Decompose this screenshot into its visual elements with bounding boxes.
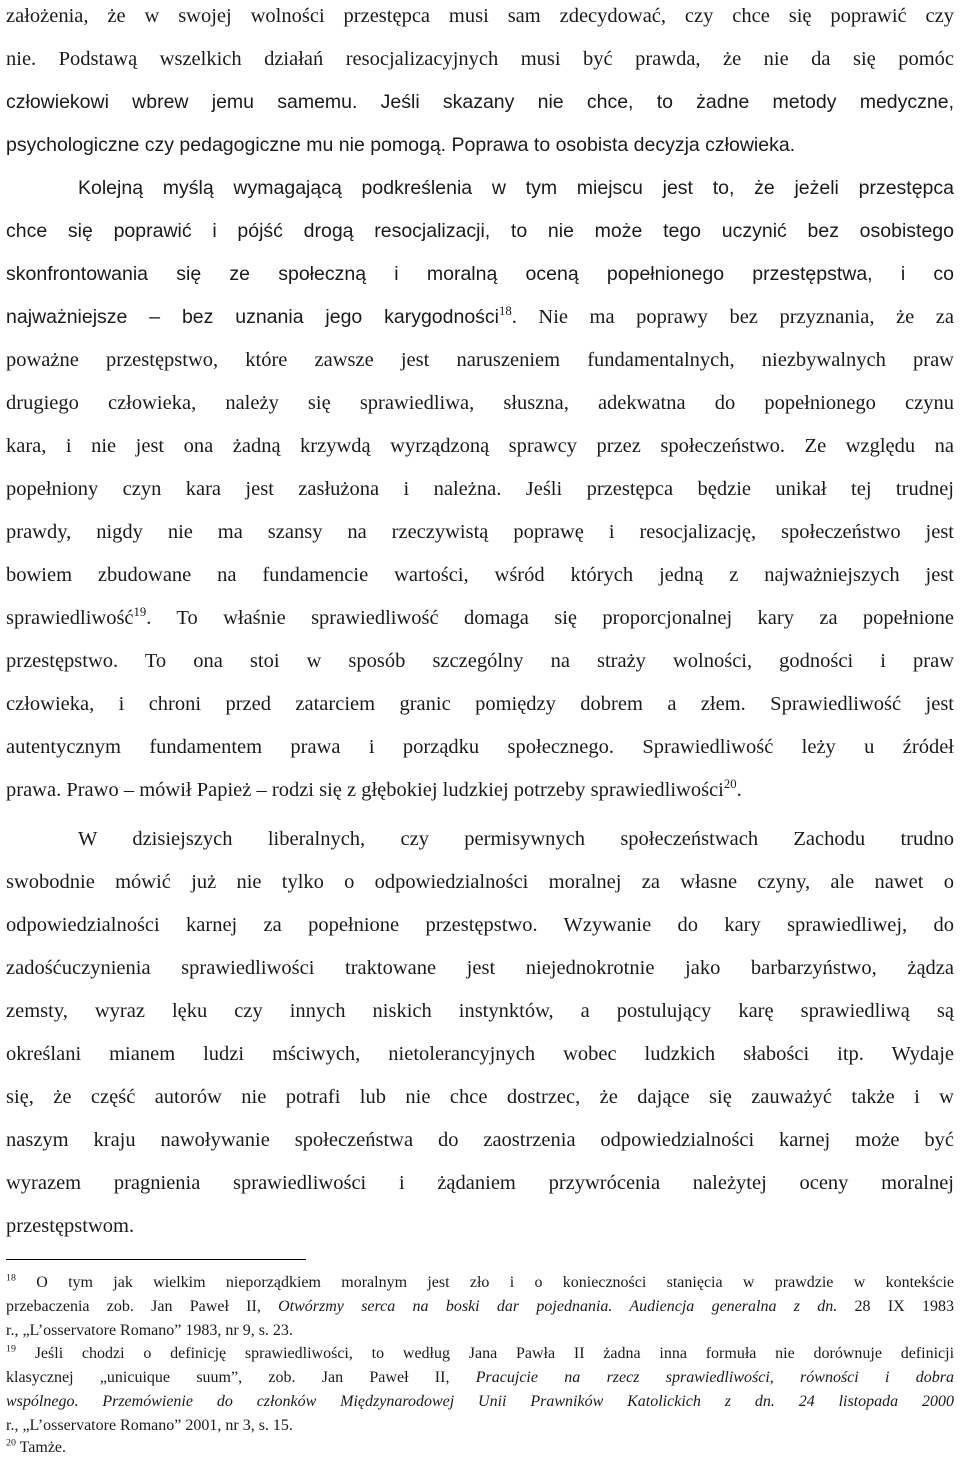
text-line: określani mianem ludzi mściwych, nietolerancyjnych wobec ludzkich słabości itp. Wydaje — [6, 1043, 954, 1065]
text-line: naszym kraju nawoływanie społeczeństwa do zaostrzenia odpowiedzialności karnej może być — [6, 1129, 954, 1151]
text-line: prawdy, nigdy nie ma szansy na rzeczywistą poprawę i resocjalizację, społeczeństwo jest — [6, 521, 954, 543]
text-line: poważne przestępstwo, które zawsze jest naruszeniem fundamentalnych, niezbywalnych praw — [6, 349, 954, 371]
footnote-number: 18 — [6, 1272, 16, 1284]
text-line: człowieka, i chroni przed zatarciem granic pomiędzy dobrem a złem. Sprawiedliwość jest — [6, 693, 954, 715]
footnote-line: r., „L’osservatore Romano” 1983, nr 9, s. 23. — [6, 1322, 293, 1339]
footnote-separator — [6, 1259, 306, 1260]
footnote-text: Tamże. — [19, 1439, 67, 1456]
text-line: nie. Podstawą wszelkich działań resocjalizacyjnych musi być prawda, że nie da się pomóc — [6, 48, 954, 70]
text-line: człowiekowi wbrew jemu samemu. Jeśli skazany nie chce, to żadne metody medyczne, — [6, 91, 954, 113]
text-line: drugiego człowieka, należy się sprawiedliwa, słuszna, adekwatna do popełnionego czynu — [6, 392, 954, 414]
footnote-line — [6, 1368, 954, 1388]
text-line — [6, 777, 954, 803]
text-line: kara, i nie jest ona żadną krzywdą wyrządzoną sprawcy przez społeczeństwo. Ze względu na — [6, 435, 954, 457]
text-line: założenia, że w swojej wolności przestępca musi sam zdecydować, czy chce się poprawić czy — [6, 5, 954, 27]
footnote-title: Pracujcie na rzecz sprawiedliwości, równości i dobra — [475, 1369, 954, 1386]
footnote-text: 28 IX 1983 — [837, 1298, 955, 1315]
text-run: prawa. Prawo – mówił Papież – rodzi się z głębokiej ludzkiej potrzeby sprawiedliwości — [6, 779, 724, 801]
footnote-text: przebaczenia zob. Jan Paweł II, — [6, 1298, 279, 1315]
text-line: bowiem zbudowane na fundamencie wartości, wśród których jedną z najważniejszych jest — [6, 564, 954, 586]
text-line: przestępstwom. — [6, 1215, 135, 1237]
text-line: się, że część autorów nie potrafi lub nie chce dostrzec, że dające się zauważyć także i w — [6, 1086, 954, 1108]
footnote-title: Otwórzmy serca na boski dar pojednania. Audiencja generalna z dn. — [278, 1298, 838, 1315]
text-line: zemsty, wyraz lęku czy innych niskich instynktów, a postulujący karę sprawiedliwą są — [6, 1000, 954, 1022]
text-run: najważniejsze – bez uznania jego karygodności — [6, 306, 500, 328]
footnote-ref-19: 19 — [133, 605, 147, 620]
text-line: zadośćuczynienia sprawiedliwości traktowane jest niejednokrotnie jako barbarzyństwo, żądza — [6, 957, 954, 979]
footnote-ref-20: 20 — [723, 777, 737, 792]
text-line: popełniony czyn kara jest zasłużona i należna. Jeśli przestępca będzie unikał tej trudnej — [6, 478, 954, 500]
footnote-line: r., „L’osservatore Romano” 2001, nr 3, s. 15. — [6, 1417, 293, 1434]
text-line: W dzisiejszych liberalnych, czy permisywnych społeczeństwach Zachodu trudno — [78, 828, 954, 850]
footnote-text: O tym jak wielkim nieporządkiem moralnym jest zło i o konieczności stanięcia w prawdzie w kontekście — [36, 1274, 954, 1291]
footnote-line — [6, 1297, 954, 1317]
text-run: sprawiedliwość — [6, 607, 134, 629]
footnote-number: 19 — [6, 1343, 16, 1355]
text-line: wyrazem pragnienia sprawiedliwości i żądaniem przywrócenia należytej oceny moralnej — [6, 1172, 954, 1194]
footnote-18 — [6, 1273, 954, 1293]
footnote-19 — [6, 1344, 954, 1364]
footnote-number: 20 — [6, 1437, 16, 1449]
footnote-text: Jeśli chodzi o definicję sprawiedliwości, to według Jana Pawła II żadna inna formuła nie dorównuje definicji — [34, 1345, 955, 1362]
text-line: skonfrontowania się ze społeczną i moralną oceną popełnionego przestępstwa, i co — [6, 263, 954, 285]
text-line: przestępstwo. To ona stoi w sposób szczególny na straży wolności, godności i praw — [6, 650, 954, 672]
text-line: autentycznym fundamentem prawa i porządku społecznego. Sprawiedliwość leży u źródeł — [6, 736, 954, 758]
text-line: odpowiedzialności karnej za popełnione przestępstwo. Wzywanie do kary sprawiedliwej, do — [6, 914, 954, 936]
text-line: Kolejną myślą wymagającą podkreślenia w tym miejscu jest to, że jeżeli przestępca — [78, 177, 954, 199]
text-run: . Nie ma poprawy bez przyznania, że za — [511, 306, 955, 328]
footnote-ref-18: 18 — [499, 304, 512, 319]
text-line: psychologiczne czy pedagogiczne mu nie pomogą. Poprawa to osobista decyzja człowieka. — [6, 134, 796, 156]
footnote-text: klasycznej „unicuique suum”, zob. Jan Paweł II, — [6, 1369, 476, 1386]
footnote-20 — [6, 1438, 954, 1458]
text-line: swobodnie mówić już nie tylko o odpowiedzialności moralnej za własne czyny, ale nawet o — [6, 871, 954, 893]
footnote-line — [6, 1392, 954, 1412]
text-line — [6, 605, 954, 631]
text-run: . To właśnie sprawiedliwość domaga się proporcjonalnej kary za popełnione — [146, 607, 954, 629]
text-line: chce się poprawić i pójść drogą resocjalizacji, to nie może tego uczynić bez osobistego — [6, 220, 954, 242]
text-line — [6, 304, 954, 330]
footnote-title: wspólnego. Przemówienie do członków Międzynarodowej Unii Prawników Katolickich z dn. 24 listopada 2000 — [6, 1393, 954, 1410]
text-run: . — [736, 779, 742, 801]
